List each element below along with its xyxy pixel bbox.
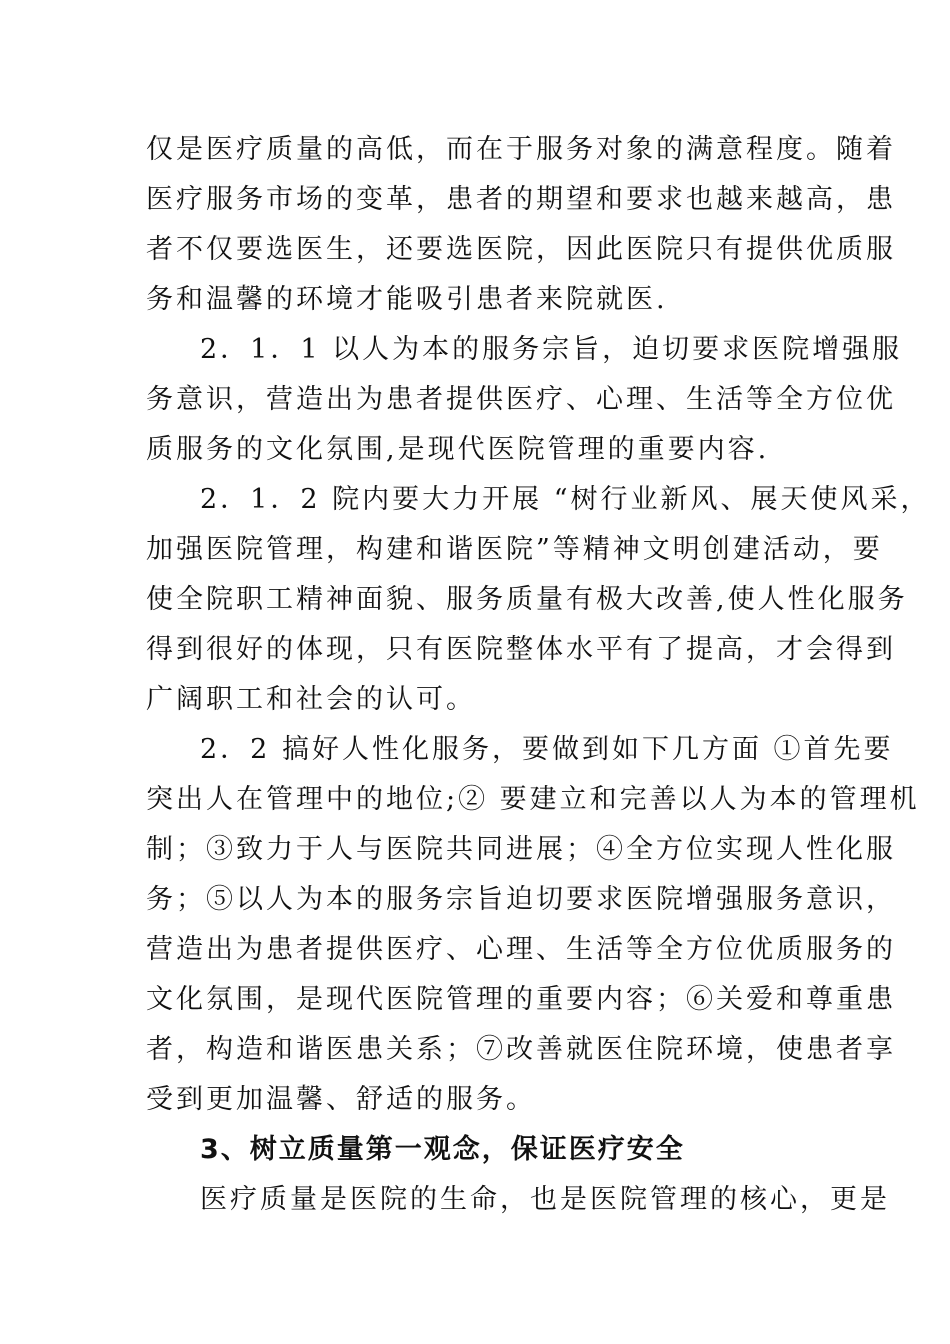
section-3-heading: 3、树立质量第一观念，保证医疗安全 (200, 1134, 685, 1165)
section-2-1-2-text: 2．1．2 院内要大力开展 “树行业新风、展天使风采， (200, 484, 931, 515)
body-text-line: 受到更加温馨、舒适的服务。 (146, 1084, 536, 1115)
body-text-line: 使全院职工精神面貌、服务质量有极大改善,使人性化服务 (146, 584, 908, 615)
section-2-2-text: 2．2 搞好人性化服务，要做到如下几方面 ①首先要 (200, 734, 894, 765)
body-text-line: 得到很好的体现，只有医院整体水平有了提高，才会得到 (146, 634, 896, 665)
body-text-line: 者不仅要选医生，还要选医院，因此医院只有提供优质服 (146, 234, 896, 265)
body-text-line: 营造出为患者提供医疗、心理、生活等全方位优质服务的 (146, 934, 896, 965)
body-text-line: 务意识，营造出为患者提供医疗、心理、生活等全方位优 (146, 384, 896, 415)
body-text-line: 医疗服务市场的变革，患者的期望和要求也越来越高，患 (146, 184, 896, 215)
body-text-line: 仅是医疗质量的高低，而在于服务对象的满意程度。随着 (146, 134, 896, 165)
body-text-line: 者，构造和谐医患关系；⑦改善就医住院环境，使患者享 (146, 1034, 896, 1065)
body-text-line: 制；③致力于人与医院共同进展；④全方位实现人性化服 (146, 834, 896, 865)
body-text-line: 广阔职工和社会的认可。 (146, 684, 476, 715)
body-text-line: 质服务的文化氛围,是现代医院管理的重要内容. (146, 434, 770, 465)
body-text-line: 务；⑤以人为本的服务宗旨迫切要求医院增强服务意识， (146, 884, 896, 915)
section-2-1-1-text: 2．1．1 以人为本的服务宗旨，迫切要求医院增强服 (200, 334, 903, 365)
body-text-line: 务和温馨的环境才能吸引患者来院就医. (146, 284, 668, 315)
body-text-line: 加强医院管理，构建和谐医院”等精神文明创建活动，要 (146, 534, 883, 565)
body-text-line: 医疗质量是医院的生命，也是医院管理的核心，更是 (200, 1184, 890, 1215)
body-text-line: 文化氛围，是现代医院管理的重要内容；⑥关爱和尊重患 (146, 984, 896, 1015)
body-text-line: 突出人在管理中的地位;② 要建立和完善以人为本的管理机 (146, 784, 920, 815)
